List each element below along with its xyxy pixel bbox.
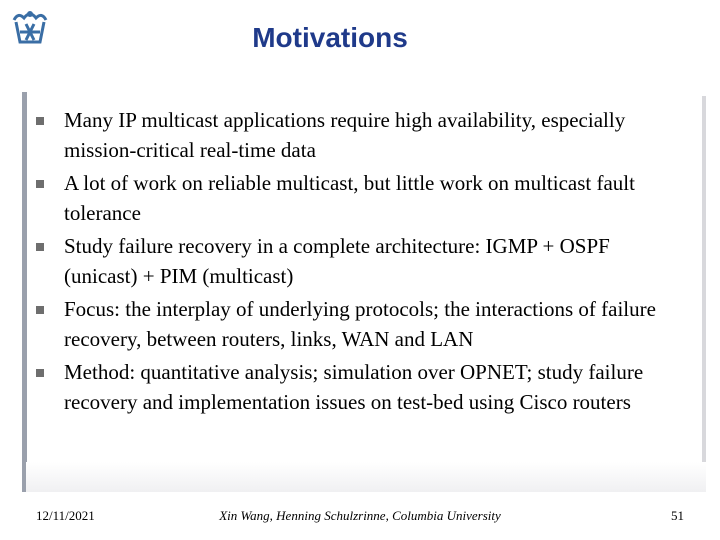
bullet-marker-icon xyxy=(36,369,44,377)
slide-title: Motivations xyxy=(252,22,408,53)
bullet-text: Method: quantitative analysis; simulation over OPNET; study failure recovery and implementation issues on test-bed using Cisco routers xyxy=(64,360,644,414)
bullet-item xyxy=(34,169,684,228)
bullet-text: Focus: the interplay of underlying protocols; the interactions of failure recovery, between routers, links, WAN and LAN xyxy=(64,297,656,351)
footer-author: Xin Wang, Henning Schulzrinne, Columbia University xyxy=(219,508,501,523)
footer-page-number: 51 xyxy=(671,508,684,523)
bullet-marker-icon xyxy=(36,117,44,125)
bullet-text: A lot of work on reliable multicast, but little work on multicast fault tolerance xyxy=(64,171,635,225)
bullet-item xyxy=(34,106,684,165)
bullet-marker-icon xyxy=(36,243,44,251)
bullet-marker-icon xyxy=(36,180,44,188)
bullet-list xyxy=(34,106,684,421)
bullet-item xyxy=(34,358,684,417)
left-accent-bar xyxy=(22,92,27,492)
bullet-marker-icon xyxy=(36,306,44,314)
bullet-text: Study failure recovery in a complete architecture: IGMP + OSPF (unicast) + PIM (multicast) xyxy=(64,234,610,288)
bullet-text: Many IP multicast applications require high availability, especially mission-critical real-time data xyxy=(64,108,626,162)
footer-date: 12/11/2021 xyxy=(36,508,95,523)
bullet-item xyxy=(34,295,684,354)
panel-shadow-right xyxy=(702,96,706,492)
bullet-item xyxy=(34,232,684,291)
panel-shadow-bottom xyxy=(26,462,706,492)
